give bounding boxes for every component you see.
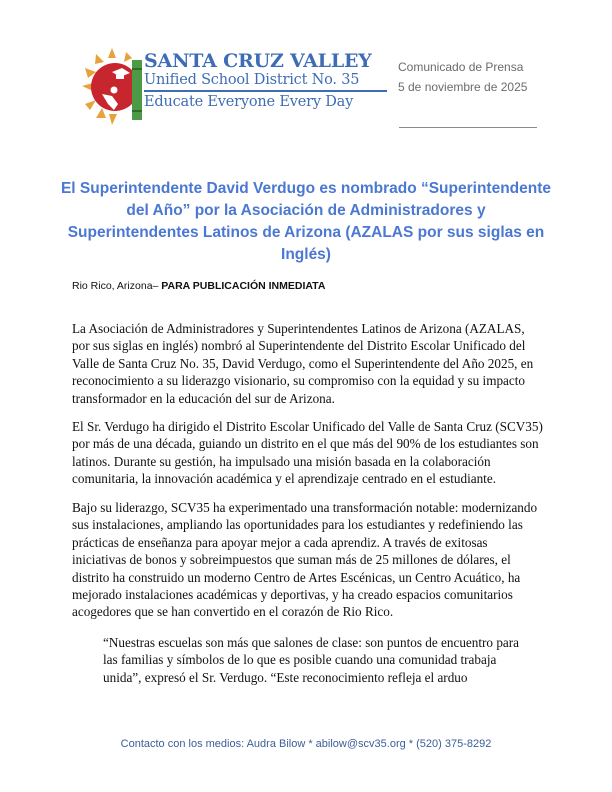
press-release-label: Comunicado de Prensa <box>398 60 524 74</box>
paragraph-3: Bajo su liderazgo, SCV35 ha experimentado una transformación notable: modernizando sus instalaciones, ampliando las oportunidades para los estudiantes y redefiniendo las prácticas de enseñanza para apoyar mejor a cada aprendiz. A través de exitosas iniciativas de bonos y sobreimpuestos que suman más de 25 millones de dólares, el distrito ha construido un moderno Centro de Artes Escénicas, un Centro Acuático, ha mejorado instalaciones académicas y deportivas, y ha creado espacios comunitarios acogedores que se han convertido en el corazón de Rio Rico. <box>72 500 538 620</box>
dateline-place: Rio Rico, Arizona– <box>72 280 162 292</box>
release-notice: PARA PUBLICACIÓN INMEDIATA <box>161 280 326 292</box>
paragraph-1: La Asociación de Administradores y Superintendentes Latinos de Arizona (AZALAS, por sus siglas en inglés) nombró al Superintendente del Distrito Escolar Unificado del Valle de Santa Cruz No. 35, David Verdugo, como el Superintendente del Año 2025, en reconocimiento a su liderazgo visionario, su compromiso con la equidad y su impacto transformador en la educación del sur de Arizona. <box>72 321 534 406</box>
press-header <box>398 57 527 97</box>
logo-district-subtitle: Unified School District No. 35 <box>144 72 360 88</box>
logo-wordmark <box>144 50 389 111</box>
sun-student-book-icon <box>82 46 144 126</box>
district-logo <box>82 46 387 126</box>
media-contact-footer: Contacto con los medios: Audra Bilow * abilow@scv35.org * (520) 375-8292 <box>120 738 492 750</box>
block-quote: “Nuestras escuelas son más que salones de clase: son puntos de encuentro para las familias y símbolos de lo que es posible cuando una comunidad trabaja unida”, expresó el Sr. Verdugo. “Este reconocimiento refleja el arduo <box>103 635 520 685</box>
logo-tagline: Educate Everyone Every Day <box>144 93 354 110</box>
logo-divider <box>144 90 387 92</box>
logo-district-name: SANTA CRUZ VALLEY <box>144 50 372 72</box>
paragraph-2: El Sr. Verdugo ha dirigido el Distrito Escolar Unificado del Valle de Santa Cruz (SCV35) por más de una década, guiando un distrito en el que más del 90% de los estudiantes son latinos. Durante su gestión, ha impulsado una misión basada en la colaboración comunitaria, la innovación académica y el aprendizaje centrado en el estudiante. <box>72 419 543 487</box>
dateline <box>72 280 325 292</box>
headline: El Superintendente David Verdugo es nombrado “Superintendente del Año” por la Asociación de Administradores y Superintendentes Latinos de Arizona (AZALAS por sus siglas en Inglés) <box>60 180 552 263</box>
header-divider <box>399 127 537 128</box>
release-date: 5 de noviembre de 2025 <box>398 80 528 94</box>
